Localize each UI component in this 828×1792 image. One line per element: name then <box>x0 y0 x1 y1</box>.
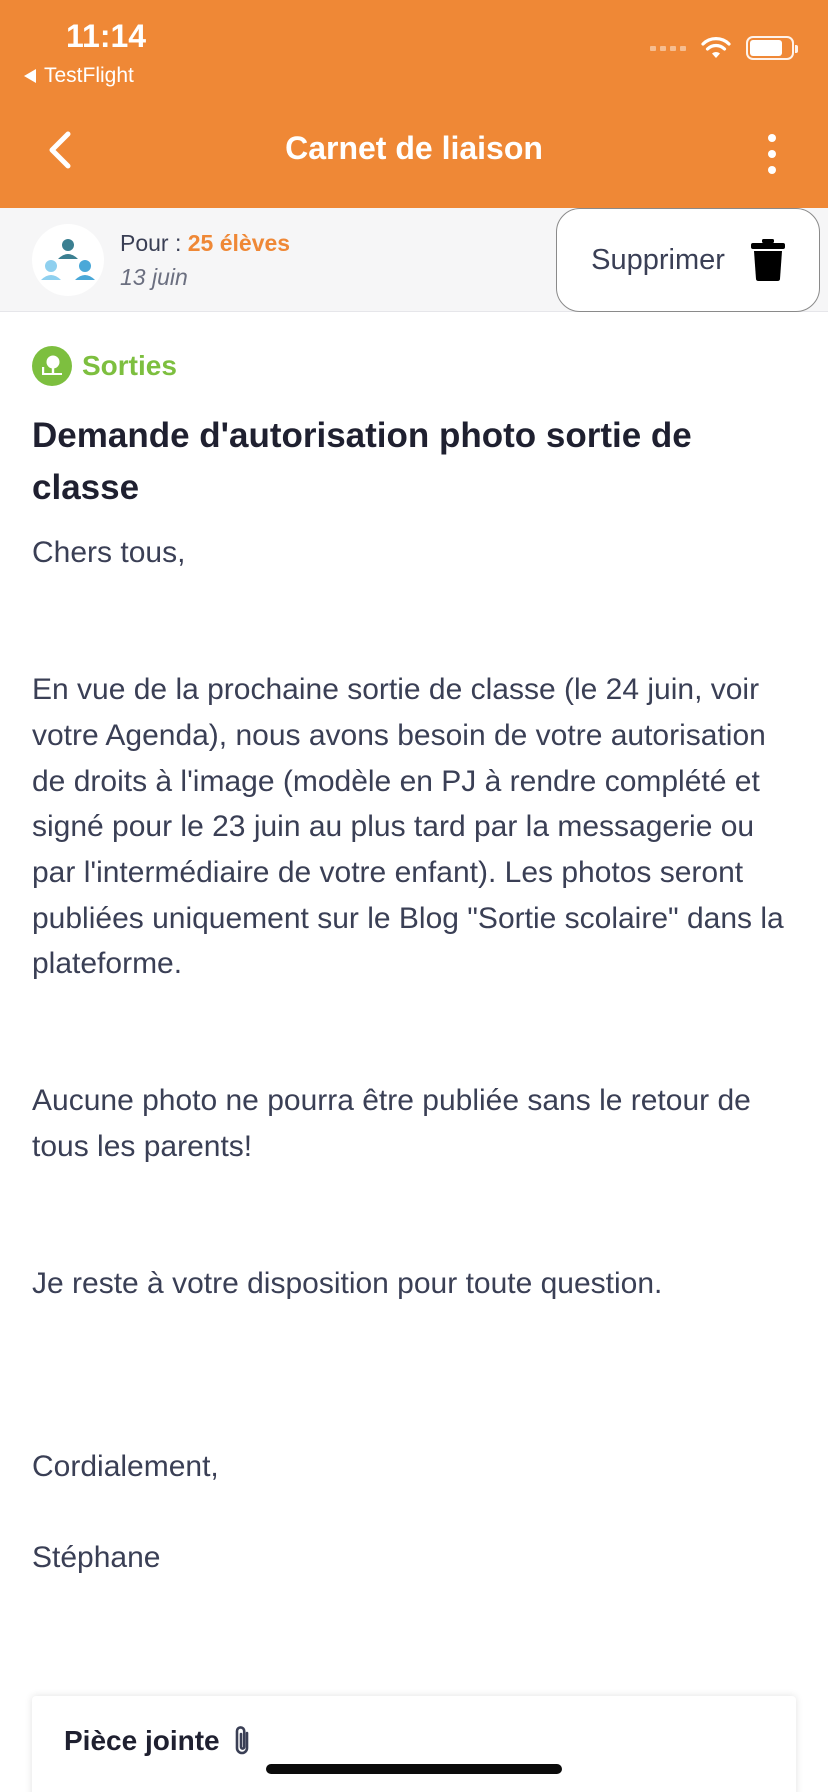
delete-button[interactable] <box>556 208 820 312</box>
message-paragraph: Chers tous, <box>32 536 186 569</box>
attachment-header <box>64 1724 254 1758</box>
attachment-label: Pièce jointe <box>64 1725 220 1756</box>
delete-button-label: Supprimer <box>591 243 725 276</box>
message-paragraph: Je reste à votre disposition pour toute question. <box>32 1267 663 1301</box>
back-triangle-icon <box>24 69 36 83</box>
message-paragraph <box>32 576 796 622</box>
wifi-icon <box>700 36 732 60</box>
message-paragraph <box>32 1033 796 1079</box>
message-paragraph <box>32 1490 796 1536</box>
status-time: 11:14 <box>66 18 147 54</box>
status-back-to-app[interactable] <box>24 64 134 88</box>
message-date: 13 juin <box>120 264 188 290</box>
message-paragraph <box>32 621 796 667</box>
message-paragraph <box>32 1307 796 1353</box>
category-tag <box>32 346 177 386</box>
more-options-icon[interactable] <box>768 134 776 174</box>
trash-icon <box>751 239 785 281</box>
group-icon <box>32 224 104 296</box>
message-paragraph: En vue de la prochaine sortie de classe (le 24 juin, voir votre Agenda), nous avons besoin de votre autorisation de droits à l'image (modèle en PJ à rendre complété et signé pour le 23 juin au plus tard par la messagerie ou par l'intermédiaire de votre enfant). Les photos seront publiées uniquement sur le Blog "Sortie scolaire" dans la plateforme. <box>32 673 784 981</box>
message-paragraph: Cordialement, <box>32 1450 219 1484</box>
message-paragraph <box>32 987 796 1033</box>
page-title: Carnet de liaison <box>285 130 543 166</box>
home-indicator[interactable] <box>266 1764 562 1774</box>
attachment-card[interactable] <box>32 1696 796 1792</box>
recipients-line <box>120 230 290 257</box>
paperclip-icon <box>232 1724 254 1758</box>
message-paragraph: Stéphane <box>32 1541 161 1575</box>
message-paragraph <box>32 1170 796 1216</box>
status-indicators <box>650 36 794 60</box>
message-title: Demande d'autorisation photo sortie de classe <box>32 416 692 507</box>
category-label: Sorties <box>82 350 177 381</box>
battery-icon <box>746 36 794 60</box>
pour-label: Pour : <box>120 230 188 256</box>
message-paragraph <box>32 1353 796 1399</box>
message-paragraph <box>32 1216 796 1262</box>
message-body <box>32 530 796 1581</box>
outing-tree-icon <box>32 346 72 386</box>
recipients-count[interactable]: 25 élèves <box>187 230 291 256</box>
status-back-label: TestFlight <box>44 64 134 87</box>
message-paragraph: Aucune photo ne pourra être publiée sans le retour de tous les parents! <box>32 1084 751 1164</box>
group-avatar <box>32 224 104 296</box>
message-paragraph <box>32 1398 796 1444</box>
app-header <box>0 0 828 208</box>
cellular-signal-icon <box>650 46 686 51</box>
